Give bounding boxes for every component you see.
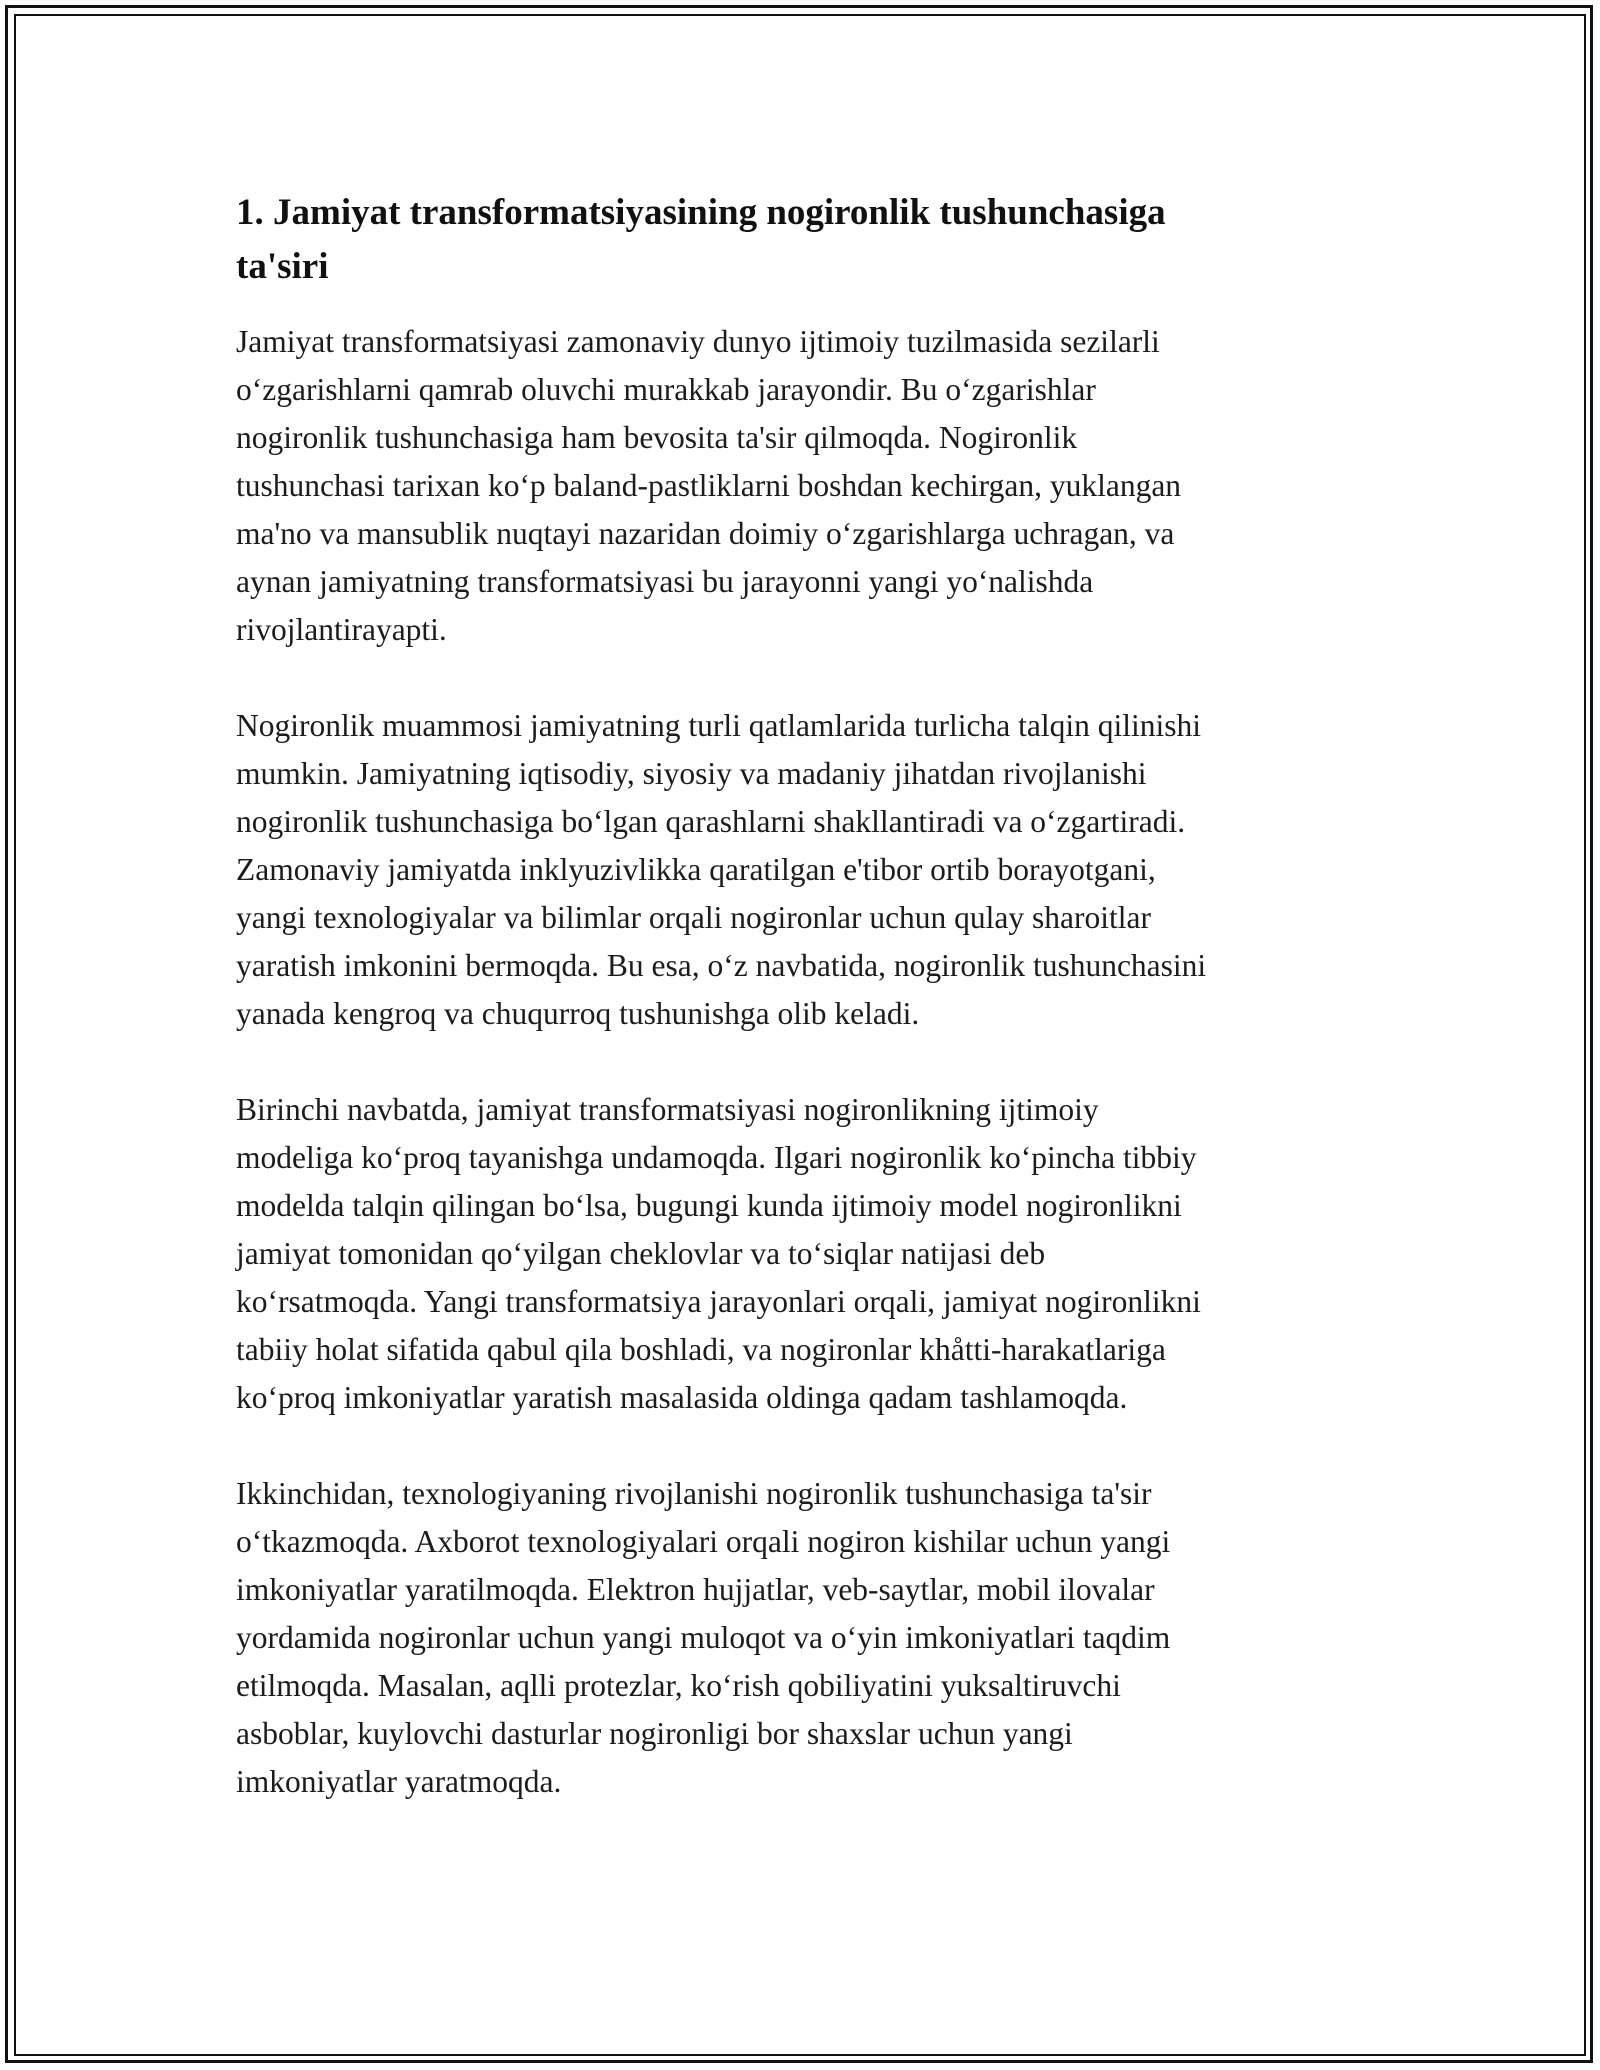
paragraph-4: Ikkinchidan, texnologiyaning rivojlanishi nogironlik tushunchasiga ta'sir o‘tkazmoqda. Axborot texnologiyalari orqali nogiron kishilar uchun yangi imkoniyatlar yaratilmoqda. Elektron hujjatlar, veb-saytlar, mobil ilovalar yordamida nogironlar uchun yangi muloqot va o‘yin imkoniyatlari taqdim etilmoqda. Masalan, aqlli protezlar, ko‘rish qobiliyatini yuksaltiruvchi asboblar, kuylovchi dasturlar nogironligi bor shaxslar uchun yangi imkoniyatlar yaratmoqda. [236, 1476, 1171, 1799]
document-body [236, 186, 1376, 1854]
paragraph-1: Jamiyat transformatsiyasi zamonaviy dunyo ijtimoiy tuzilmasida sezilarli o‘zgarishlarni qamrab oluvchi murakkab jarayondir. Bu o‘zgarishlar nogironlik tushunchasiga ham bevosita ta'sir qilmoqda. Nogironlik tushunchasi tarixan ko‘p baland-pastliklarni boshdan kechirgan, yuklangan ma'no va mansublik nuqtayi nazaridan doimiy o‘zgarishlarga uchragan, va aynan jamiyatning transformatsiyasi bu jarayonni yangi yo‘nalishda rivojlantirayapti. [236, 324, 1182, 647]
paragraph-3: Birinchi navbatda, jamiyat transformatsiyasi nogironlikning ijtimoiy modeliga ko‘proq tayanishga undamoqda. Ilgari nogironlik ko‘pincha tibbiy modelda talqin qilingan bo‘lsa, bugungi kunda ijtimoiy model nogironlikni jamiyat tomonidan qo‘yilgan cheklovlar va to‘siqlar natijasi deb ko‘rsatmoqda. Yangi transformatsiya jarayonlari orqali, jamiyat nogironlikni tabiiy holat sifatida qabul qila boshladi, va nogironlar khåtti-harakatlariga ko‘proq imkoniyatlar yaratish masalasida oldinga qadam tashlamoqda. [236, 1092, 1201, 1415]
paragraph-2: Nogironlik muammosi jamiyatning turli qatlamlarida turlicha talqin qilinishi mumkin. Jamiyatning iqtisodiy, siyosiy va madaniy jihatdan rivojlanishi nogironlik tushunchasiga bo‘lgan qarashlarni shakllantiradi va o‘zgartiradi. Zamonaviy jamiyatda inklyuzivlikka qaratilgan e'tibor ortib borayotgani, yangi texnologiyalar va bilimlar orqali nogironlar uchun qulay sharoitlar yaratish imkonini bermoqda. Bu esa, o‘z navbatida, nogironlik tushunchasini yanada kengroq va chuqurroq tushunishga olib keladi. [236, 708, 1207, 1031]
section-title: 1. Jamiyat transformatsiyasining nogironlik tushunchasiga ta'siri [236, 192, 1166, 287]
